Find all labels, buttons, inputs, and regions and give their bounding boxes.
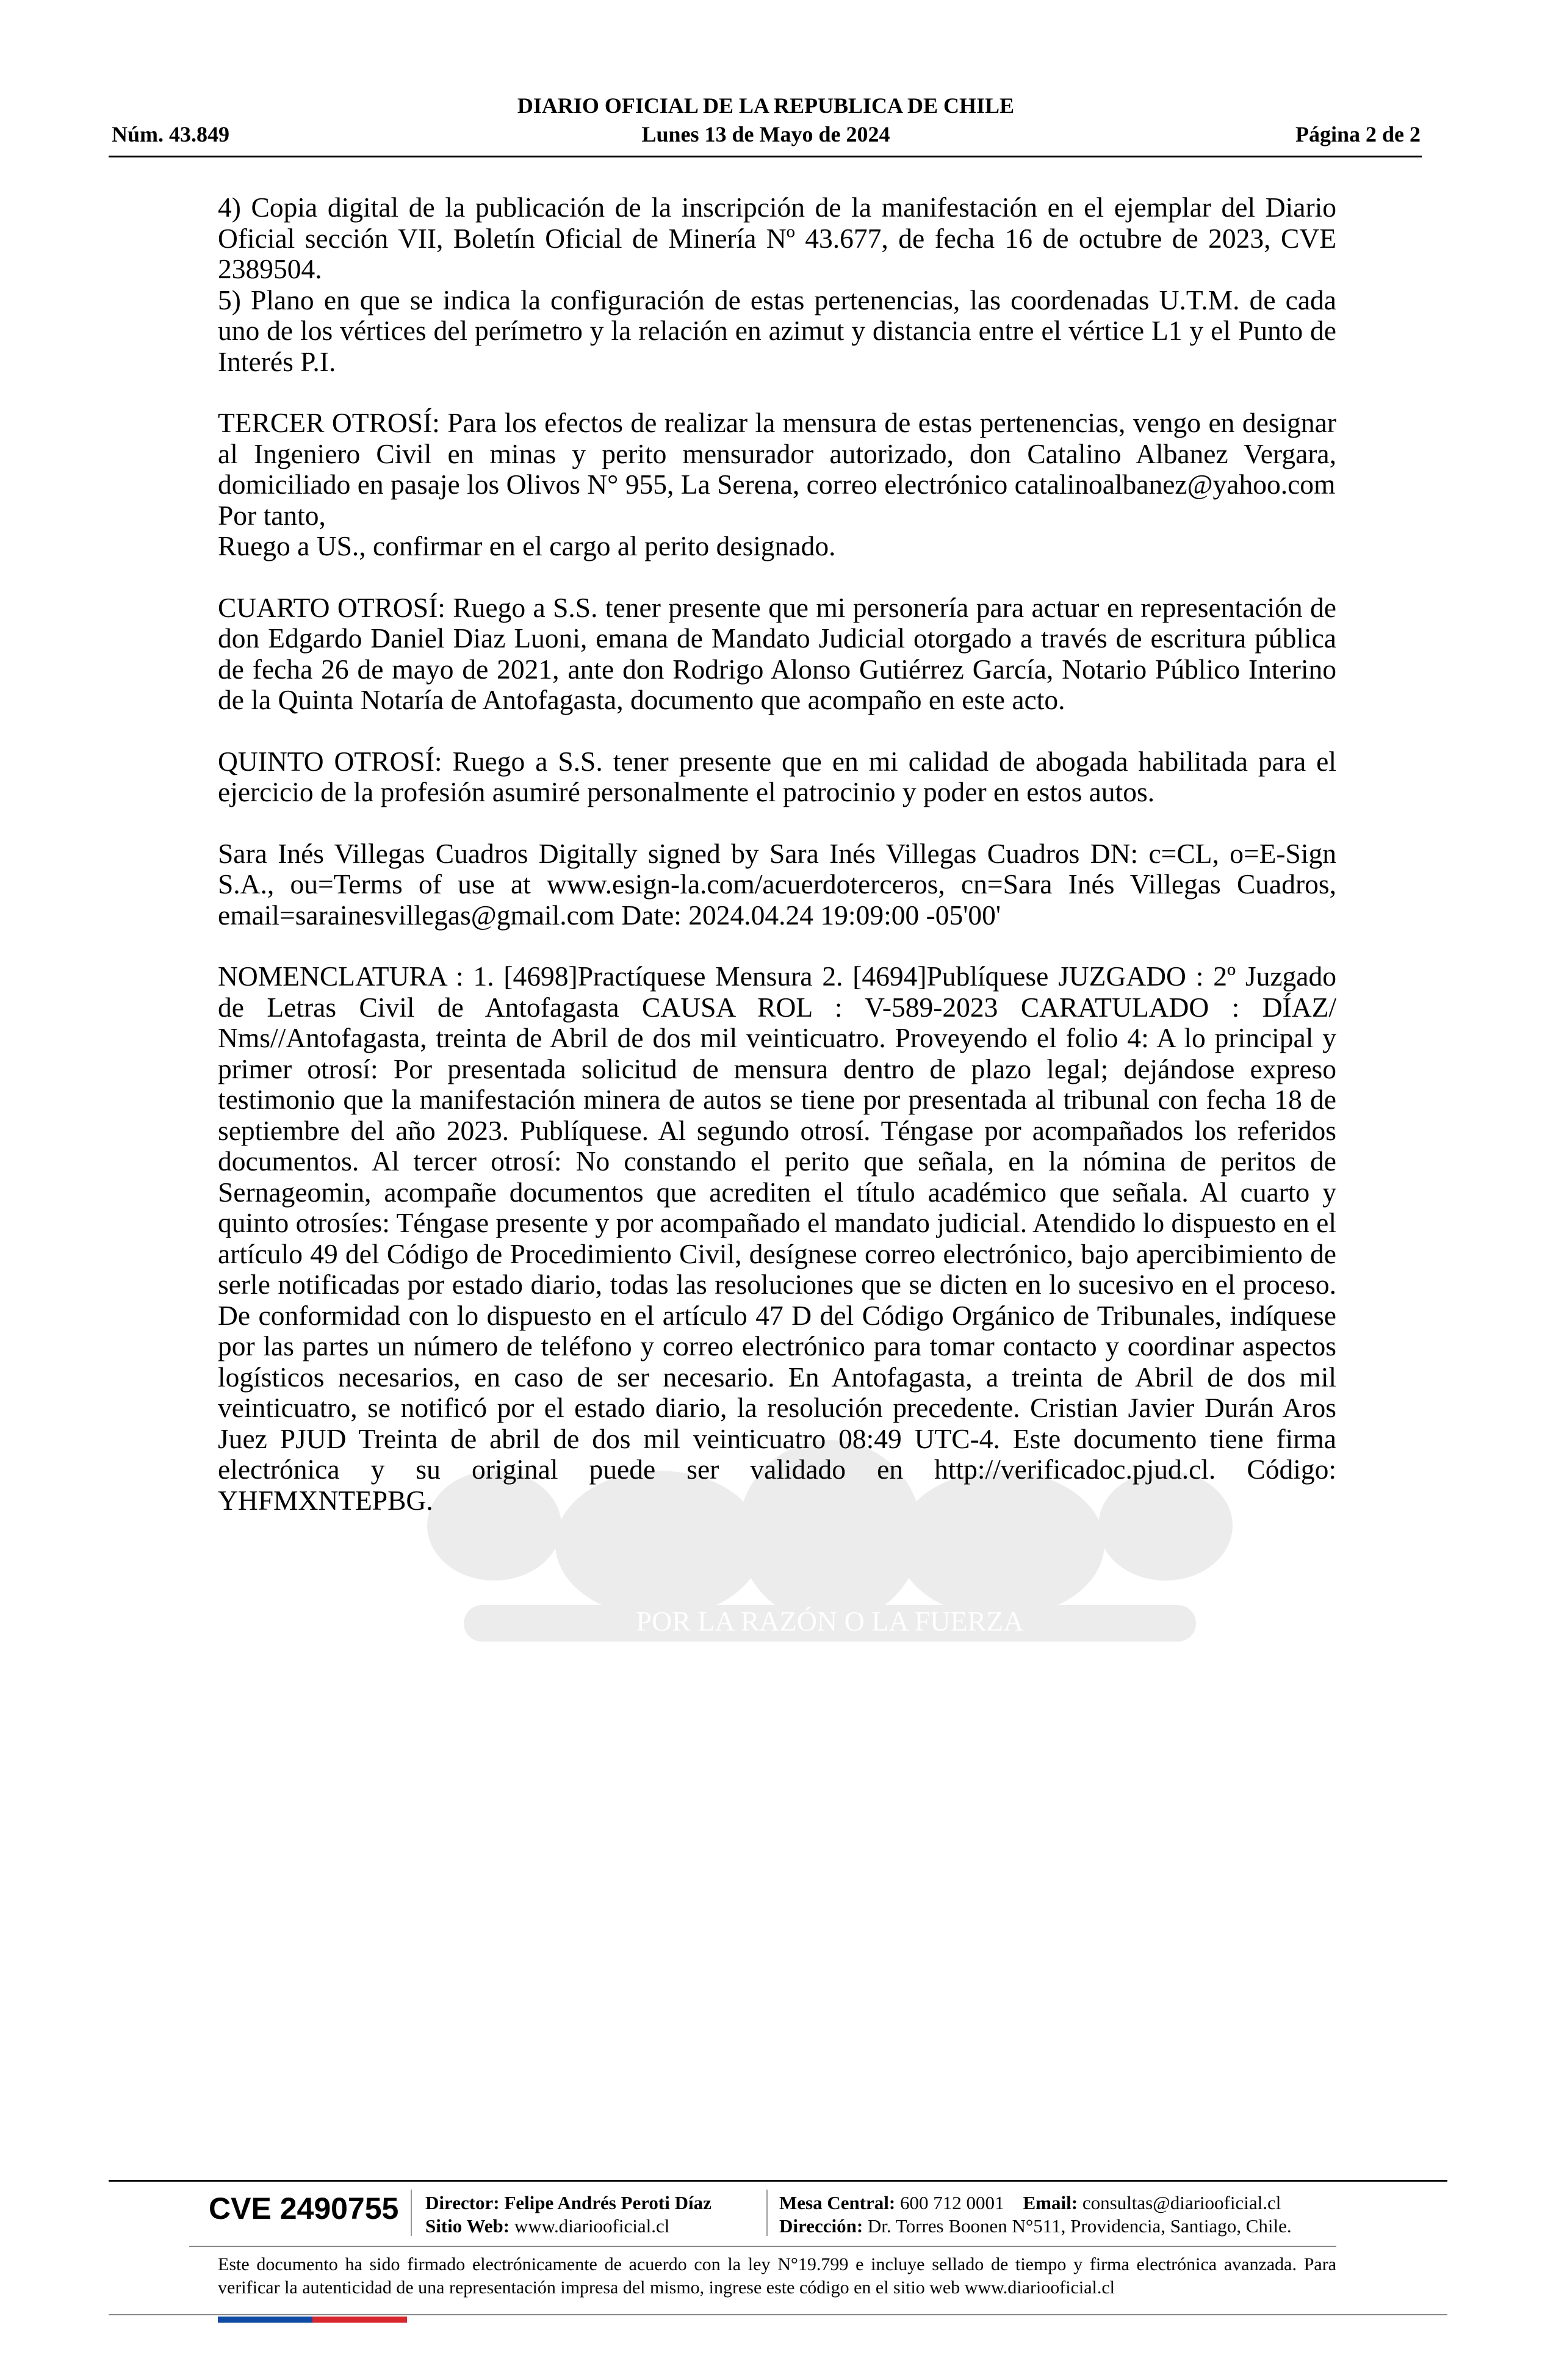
email-link[interactable]: consultas@diariooficial.cl	[1082, 2192, 1281, 2213]
watermark-motto: POR LA RAZÓN O LA FUERZA	[636, 1606, 1024, 1637]
footer-contact-column	[779, 2191, 1292, 2238]
footer-divider-top	[109, 2180, 1447, 2182]
flag-bar-red	[312, 2317, 407, 2323]
page-indicator: Página 2 de 2	[1295, 122, 1421, 146]
flag-bar-blue	[218, 2317, 312, 2323]
footer-separator	[766, 2190, 768, 2236]
director-label: Director:	[425, 2192, 500, 2213]
paragraph-nomenclatura: NOMENCLATURA : 1. [4698]Practíquese Mensura 2. [4694]Publíquese JUZGADO : 2º Juzgado de Letras Civil de Antofagasta CAUSA ROL : V-589-2023 CARATULADO : DÍAZ/ Nms//Antofagasta, treinta de Abril de dos mil veinticuatro. Proveyendo el folio 4: A lo principal y primer otrosí: Por presentada solicitud de mensura dentro de plazo legal; dejándose expreso testimonio que la manifestación minera de autos se tiene por presentada al tribunal con fecha 18 de septiembre del año 2023. Publíquese. Al segundo otrosí. Téngase por acompañados los referidos documentos. Al tercer otrosí: No constando el perito que señala, en la nómina de peritos de Sernageomin, acompañe documentos que acrediten el título académico que señala. Al cuarto y quinto otrosíes: Téngase presente y por acompañado el mandato judicial. Atendido lo dispuesto en el artículo 49 del Código de Procedimiento Civil, desígnese correo electrónico, bajo apercibimiento de serle notificadas por estado diario, todas las resoluciones que se dicten en lo sucesivo en el proceso. De conformidad con lo dispuesto en el artículo 47 D del Código Orgánico de Tribunales, indíquese por las partes un número de teléfono y correo electrónico para tomar contacto y coordinar aspectos logísticos necesarios, en caso de ser necesario. En Antofagasta, a treinta de Abril de dos mil veinticuatro, se notificó por el estado diario, la resolución precedente. Cristian Javier Durán Aros Juez PJUD Treinta de abril de dos mil veinticuatro 08:49 UTC-4. Este documento tiene firma electrónica y su original puede ser validado en http://verificadoc.pjud.cl. Código: YHFMXNTEPBG.	[218, 961, 1336, 1516]
site-link[interactable]: www.diariooficial.cl	[514, 2215, 670, 2237]
cve-code: CVE 2490755	[209, 2191, 399, 2226]
footer-divider-bottom	[109, 2314, 1447, 2315]
header-divider	[109, 156, 1422, 157]
paragraph-por-tanto: Por tanto,	[218, 499, 326, 531]
paragraph-item-5: 5) Plano en que se indica la configuración de estas pertenencias, las coordenadas U.T.M. de cada uno de los vértices del perímetro y la relación en azimut y distancia entre el vértice L1 y el Punto de Interés P.I.	[218, 284, 1336, 377]
address-label: Dirección:	[779, 2215, 863, 2237]
email-label: Email:	[1023, 2192, 1078, 2213]
mesa-label: Mesa Central:	[779, 2192, 896, 2213]
address-value: Dr. Torres Boonen N°511, Providencia, Santiago, Chile.	[867, 2215, 1292, 2237]
issue-date: Lunes 13 de Mayo de 2024	[641, 122, 890, 146]
paragraph-cuarto-otrosi: CUARTO OTROSÍ: Ruego a S.S. tener presente que mi personería para actuar en representación de don Edgardo Daniel Diaz Luoni, emana de Mandato Judicial otorgado a través de escritura pública de fecha 26 de mayo de 2021, ante don Rodrigo Alonso Gutiérrez García, Notario Público Interino de la Quinta Notaría de Antofagasta, documento que acompaño en este acto.	[218, 591, 1336, 715]
site-label: Sitio Web:	[425, 2215, 510, 2237]
footer-separator	[411, 2190, 412, 2236]
paragraph-item-4: 4) Copia digital de la publicación de la inscripción de la manifestación en el ejemplar del Diario Oficial sección VII, Boletín Oficial de Minería Nº 43.677, de fecha 16 de octubre de 2023, CVE 2389504.	[218, 192, 1336, 284]
paragraph-tercer-otrosi: TERCER OTROSÍ: Para los efectos de realizar la mensura de estas pertenencias, vengo en designar al Ingeniero Civil en minas y perito mensurador autorizado, don Catalino Albanez Vergara, domiciliado en pasaje los Olivos N° 955, La Serena, correo electrónico catalinoalbanez@yahoo.com	[218, 407, 1336, 500]
newspaper-title: DIARIO OFICIAL DE LA REPUBLICA DE CHILE	[517, 93, 1015, 118]
paragraph-ruego: Ruego a US., confirmar en el cargo al perito designado.	[218, 530, 836, 561]
digital-signature-block: Sara Inés Villegas Cuadros Digitally signed by Sara Inés Villegas Cuadros DN: c=CL, o=E-Sign S.A., ou=Terms of use at www.esign-la.com/acuerdoterceros, cn=Sara Inés Villegas Cuadros, email=sarainesvillegas@gmail.com Date: 2024.04.24 19:09:00 -05'00'	[218, 837, 1336, 931]
electronic-signature-notice: Este documento ha sido firmado electrónicamente de acuerdo con la ley N°19.799 e incluye sellado de tiempo y firma electrónica avanzada. Para verificar la autenticidad de una representación impresa del mismo, ingrese este código en el sitio web www.diariooficial.cl	[218, 2254, 1336, 2298]
director-name: Felipe Andrés Peroti Díaz	[504, 2192, 711, 2213]
document-body	[218, 192, 1336, 1516]
footer-director-column	[425, 2191, 711, 2238]
mesa-phone: 600 712 0001	[900, 2192, 1004, 2213]
paragraph-quinto-otrosi: QUINTO OTROSÍ: Ruego a S.S. tener presente que en mi calidad de abogada habilitada para el ejercicio de la profesión asumiré personalmente el patrocinio y poder en estos autos.	[218, 745, 1336, 807]
footer-divider-middle	[189, 2246, 1336, 2247]
issue-number: Núm. 43.849	[112, 122, 230, 146]
